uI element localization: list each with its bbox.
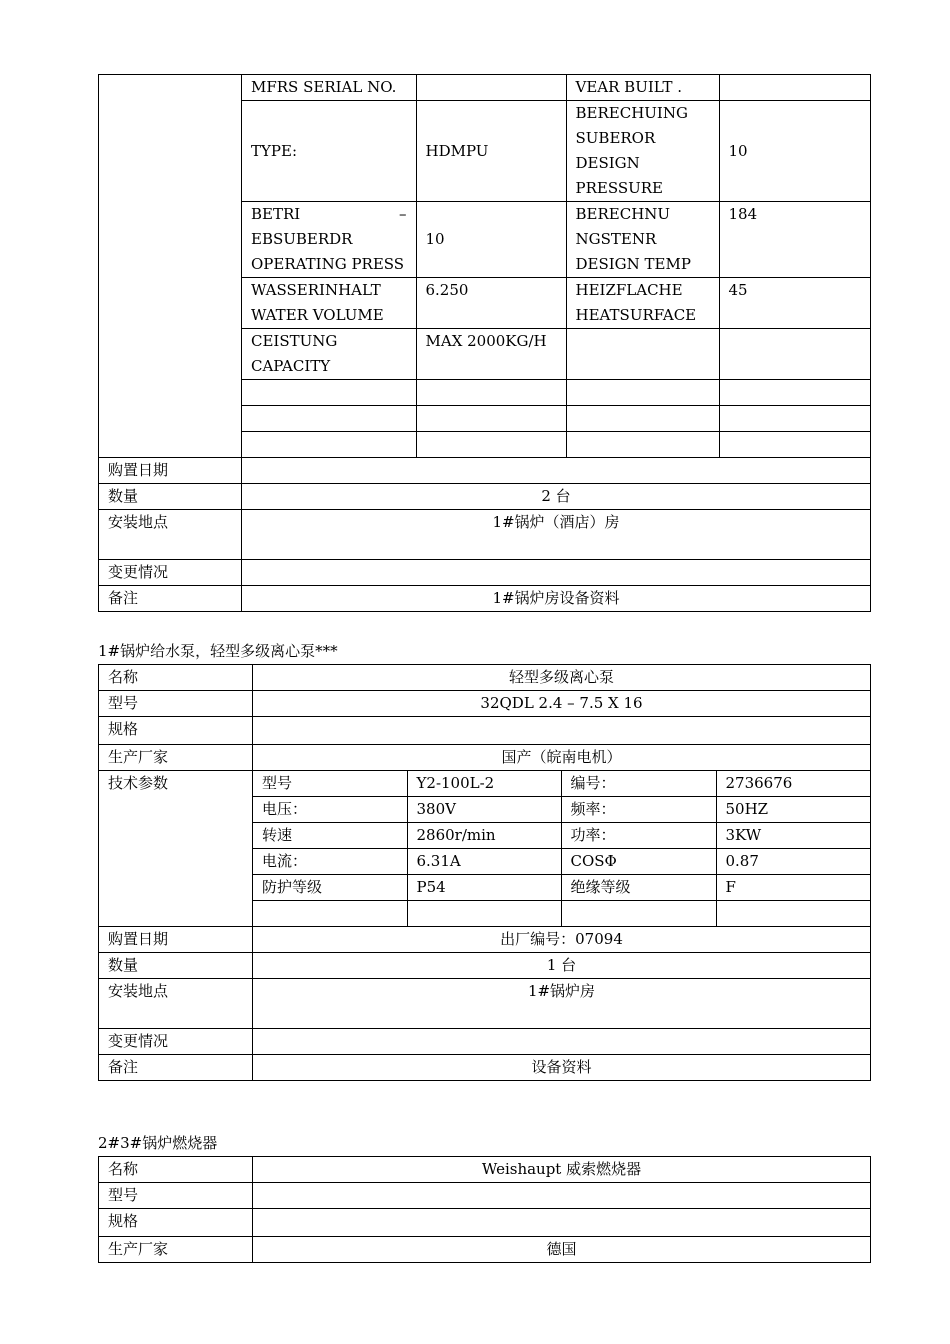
remarks-value: 设备资料 xyxy=(253,1055,871,1081)
water-volume-value: 6.250 xyxy=(416,278,566,329)
boiler-location-row xyxy=(99,510,871,560)
empty-cell xyxy=(407,901,561,927)
empty-cell xyxy=(719,406,871,432)
heat-surface-label-line: HEIZFLACHE xyxy=(575,281,683,299)
operating-press-label-part: BETRI xyxy=(251,205,301,223)
burner-table xyxy=(98,1156,871,1263)
boiler-specs-label-cell xyxy=(99,75,242,458)
empty-cell xyxy=(561,901,716,927)
water-volume-label-line: WASSERINHALT xyxy=(251,281,381,299)
remarks-label: 备注 xyxy=(99,586,242,612)
design-temp-label xyxy=(566,202,719,278)
empty-cell xyxy=(716,901,871,927)
maker-label: 生产厂家 xyxy=(99,745,253,771)
type-label: TYPE: xyxy=(242,101,416,202)
location-label: 安装地点 xyxy=(99,979,253,1029)
purchase-date-label: 购置日期 xyxy=(99,927,253,953)
spec-label: 规格 xyxy=(99,717,253,745)
model-value xyxy=(253,1183,871,1209)
tech-key: 频率： xyxy=(561,797,716,823)
tech-key: 绝缘等级 xyxy=(561,875,716,901)
empty-cell xyxy=(719,329,871,380)
empty-cell xyxy=(242,380,416,406)
year-label: VEAR BUILT . xyxy=(566,75,719,101)
model-label: 型号 xyxy=(99,1183,253,1209)
tech-label: 技术参数 xyxy=(99,771,253,927)
spec-row-operating xyxy=(242,202,871,278)
purchase-date-value: 出厂编号：07094 xyxy=(253,927,871,953)
name-label: 名称 xyxy=(99,665,253,691)
remarks-label: 备注 xyxy=(99,1055,253,1081)
pump-quantity-row xyxy=(99,953,871,979)
empty-cell xyxy=(416,406,566,432)
capacity-label-line: CEISTUNG xyxy=(251,332,338,350)
name-value: 轻型多级离心泵 xyxy=(253,665,871,691)
maker-value: 德国 xyxy=(253,1237,871,1263)
empty-cell xyxy=(566,380,719,406)
tech-key: 编号： xyxy=(561,771,716,797)
location-label: 安装地点 xyxy=(99,510,242,560)
quantity-value: 2 台 xyxy=(242,484,871,510)
burner-model-row xyxy=(99,1183,871,1209)
tech-row xyxy=(253,823,871,849)
changes-value xyxy=(242,560,871,586)
spec-row-empty xyxy=(242,432,871,458)
tech-value: 2736676 xyxy=(716,771,871,797)
tech-row-empty xyxy=(253,901,871,927)
spec-label: 规格 xyxy=(99,1209,253,1237)
capacity-value: MAX 2000KG/H xyxy=(416,329,566,380)
model-label: 型号 xyxy=(99,691,253,717)
spec-value xyxy=(253,1209,871,1237)
empty-cell xyxy=(566,329,719,380)
remarks-value: 1#锅炉房设备资料 xyxy=(242,586,871,612)
water-volume-label xyxy=(242,278,416,329)
empty-cell xyxy=(242,406,416,432)
tech-value: 6.31A xyxy=(407,849,561,875)
pump-name-row xyxy=(99,665,871,691)
empty-cell xyxy=(566,406,719,432)
spec-row-empty xyxy=(242,406,871,432)
tech-value: Y2-100L-2 xyxy=(407,771,561,797)
boiler-specs-row xyxy=(99,75,871,458)
tech-cell xyxy=(253,771,871,927)
burner-name-row xyxy=(99,1157,871,1183)
operating-press-label-line: EBSUBERDR xyxy=(251,230,353,248)
boiler-quantity-row xyxy=(99,484,871,510)
pump-model-row xyxy=(99,691,871,717)
spec-row-empty xyxy=(242,380,871,406)
tech-value: 2860r/min xyxy=(407,823,561,849)
operating-press-label xyxy=(242,202,416,278)
pump-remarks-row xyxy=(99,1055,871,1081)
capacity-label xyxy=(242,329,416,380)
quantity-label: 数量 xyxy=(99,953,253,979)
boiler-specs-cell xyxy=(242,75,871,458)
operating-press-label-dash: – xyxy=(399,205,407,223)
design-temp-value: 184 xyxy=(719,202,871,278)
purchase-date-label: 购置日期 xyxy=(99,458,242,484)
tech-row xyxy=(253,875,871,901)
operating-press-label-line: OPERATING PRESS xyxy=(251,255,405,273)
water-volume-label-line: WATER VOLUME xyxy=(251,306,384,324)
boiler-table xyxy=(98,74,871,612)
pump-tech-row xyxy=(99,771,871,927)
pump-purchase-row xyxy=(99,927,871,953)
model-value: 32QDL 2.4 – 7.5 X 16 xyxy=(253,691,871,717)
heat-surface-label xyxy=(566,278,719,329)
design-pressure-label-line: PRESSURE xyxy=(575,179,664,197)
operating-press-value: 10 xyxy=(416,202,566,278)
changes-value xyxy=(253,1029,871,1055)
empty-cell xyxy=(719,432,871,458)
boiler-specs-grid xyxy=(242,75,871,457)
design-temp-label-line: NGSTENR xyxy=(575,230,657,248)
boiler-remarks-row xyxy=(99,586,871,612)
tech-key: 电流： xyxy=(253,849,407,875)
burner-maker-row xyxy=(99,1237,871,1263)
serial-label: MFRS SERIAL NO. xyxy=(242,75,416,101)
maker-value: 国产（皖南电机） xyxy=(253,745,871,771)
spec-row-type xyxy=(242,101,871,202)
quantity-label: 数量 xyxy=(99,484,242,510)
location-value: 1#锅炉（酒店）房 xyxy=(242,510,871,560)
tech-grid xyxy=(253,771,871,926)
tech-row xyxy=(253,797,871,823)
pump-changes-row xyxy=(99,1029,871,1055)
boiler-purchase-row xyxy=(99,458,871,484)
operating-press-label-line xyxy=(251,202,407,227)
design-pressure-value: 10 xyxy=(719,101,871,202)
boiler-changes-row xyxy=(99,560,871,586)
tech-key: 型号 xyxy=(253,771,407,797)
heat-surface-value: 45 xyxy=(719,278,871,329)
name-label: 名称 xyxy=(99,1157,253,1183)
spec-row-water xyxy=(242,278,871,329)
design-pressure-label-line: SUBEROR xyxy=(575,129,656,147)
tech-value: F xyxy=(716,875,871,901)
tech-row xyxy=(253,771,871,797)
burner-spec-row xyxy=(99,1209,871,1237)
type-value: HDMPU xyxy=(416,101,566,202)
spec-value xyxy=(253,717,871,745)
capacity-label-line: CAPACITY xyxy=(251,357,331,375)
serial-value xyxy=(416,75,566,101)
pump-maker-row xyxy=(99,745,871,771)
pump-spec-row xyxy=(99,717,871,745)
burner-caption: 2#3#锅炉燃烧器 xyxy=(98,1134,218,1152)
pump-caption: 1#锅炉给水泵，轻型多级离心泵*** xyxy=(98,642,338,660)
spec-row-capacity xyxy=(242,329,871,380)
location-value: 1#锅炉房 xyxy=(253,979,871,1029)
quantity-value: 1 台 xyxy=(253,953,871,979)
year-value xyxy=(719,75,871,101)
maker-label: 生产厂家 xyxy=(99,1237,253,1263)
spec-row-serial xyxy=(242,75,871,101)
tech-key: 功率： xyxy=(561,823,716,849)
empty-cell xyxy=(416,380,566,406)
name-value: Weishaupt 威索燃烧器 xyxy=(253,1157,871,1183)
tech-key: COSΦ xyxy=(561,849,716,875)
heat-surface-label-line: HEATSURFACE xyxy=(575,306,697,324)
tech-value: 3KW xyxy=(716,823,871,849)
empty-cell xyxy=(253,901,407,927)
tech-value: 380V xyxy=(407,797,561,823)
document xyxy=(98,74,870,1263)
empty-cell xyxy=(566,432,719,458)
design-pressure-label xyxy=(566,101,719,202)
design-temp-label-line: DESIGN TEMP xyxy=(575,255,691,273)
design-temp-label-line: BERECHNU xyxy=(575,205,671,223)
tech-key: 防护等级 xyxy=(253,875,407,901)
tech-value: P54 xyxy=(407,875,561,901)
pump-location-row xyxy=(99,979,871,1029)
empty-cell xyxy=(719,380,871,406)
tech-row xyxy=(253,849,871,875)
tech-value: 0.87 xyxy=(716,849,871,875)
tech-key: 转速 xyxy=(253,823,407,849)
design-pressure-label-line: DESIGN xyxy=(575,154,640,172)
purchase-date-value xyxy=(242,458,871,484)
changes-label: 变更情况 xyxy=(99,560,242,586)
tech-key: 电压： xyxy=(253,797,407,823)
pump-table xyxy=(98,664,871,1081)
empty-cell xyxy=(242,432,416,458)
tech-value: 50HZ xyxy=(716,797,871,823)
empty-cell xyxy=(416,432,566,458)
design-pressure-label-line: BERECHUING xyxy=(575,104,688,122)
changes-label: 变更情况 xyxy=(99,1029,253,1055)
